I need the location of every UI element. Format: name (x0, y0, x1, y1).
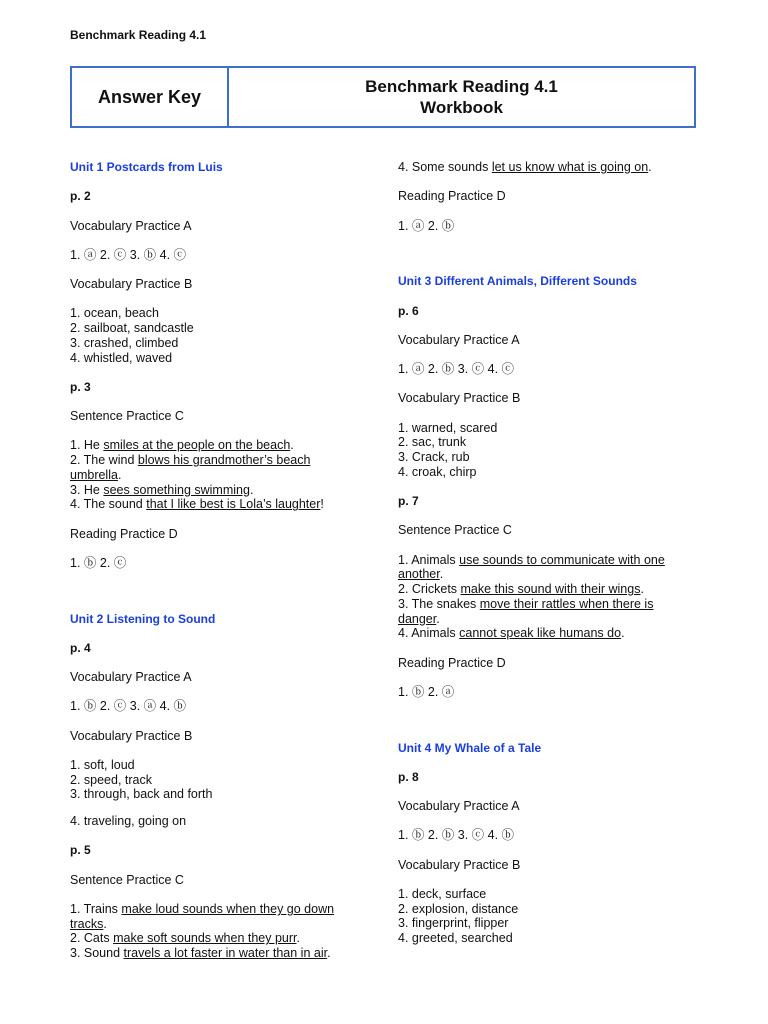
section-label: Reading Practice D (398, 189, 506, 204)
unit1-heading: Unit 1 Postcards from Luis (70, 160, 223, 174)
answer-line: 3. Crack, rub (398, 450, 470, 465)
answer-line: 2. sac, trunk (398, 435, 467, 450)
page-ref-p5: p. 5 (70, 843, 91, 858)
page-ref-p8: p. 8 (398, 769, 419, 784)
answer-line: 1. soft, loud (70, 758, 135, 773)
unit4-heading: Unit 4 My Whale of a Tale (398, 740, 542, 755)
page-ref-p7: p. 7 (398, 494, 419, 509)
section-label: Reading Practice D (70, 526, 178, 541)
answer-line: 4. traveling, going on (70, 814, 187, 829)
answers: 1. ⓐ 2. ⓑ (398, 218, 455, 233)
unit3-heading: Unit 3 Different Animals, Different Sounds (398, 274, 637, 289)
sentence-answer: 3. The snakes move their rattles when there is danger. (398, 596, 654, 626)
sentence-answer: 2. Crickets make this sound with their wings. (398, 582, 644, 597)
answer-line: 1. ocean, beach (70, 306, 159, 321)
running-head: Benchmark Reading 4.1 (70, 28, 207, 42)
sentence-answer: 1. Trains make loud sounds when they go down tracks. (70, 902, 335, 931)
page-ref-p3: p. 3 (70, 379, 91, 394)
section-label: Vocabulary Practice A (398, 799, 520, 814)
section-label: Reading Practice D (398, 655, 506, 670)
section-label: Sentence Practice C (70, 409, 184, 424)
answers: 1. ⓑ 2. ⓐ (398, 684, 455, 699)
answer-line: 2. explosion, distance (398, 901, 519, 916)
section-label: Vocabulary Practice A (70, 218, 192, 233)
workbook-title-line1: Benchmark Reading 4.1 (365, 77, 558, 96)
answer-line: 1. warned, scared (398, 420, 498, 435)
workbook-title (229, 68, 694, 126)
sentence-answer: 4. Animals cannot speak like humans do. (398, 626, 625, 641)
section-label: Vocabulary Practice A (70, 670, 192, 685)
answer-line: 4. croak, chirp (398, 464, 477, 479)
answer-key-label: Answer Key (72, 68, 229, 126)
page-ref-p2: p. 2 (70, 189, 91, 204)
answers: 1. ⓑ 2. ⓑ 3. ⓒ 4. ⓑ (398, 828, 515, 843)
section-label: Vocabulary Practice B (398, 857, 521, 872)
page-ref-p4: p. 4 (70, 640, 91, 655)
answer-line: 3. through, back and forth (70, 787, 213, 802)
answers: 1. ⓐ 2. ⓒ 3. ⓑ 4. ⓒ (70, 247, 187, 262)
answer-line: 4. whistled, waved (70, 350, 173, 365)
answers: 1. ⓐ 2. ⓑ 3. ⓒ 4. ⓒ (398, 362, 515, 377)
answer-line: 3. fingerprint, flipper (398, 916, 509, 931)
left-column (70, 160, 360, 961)
sentence-answer: 4. Some sounds let us know what is going on. (398, 160, 652, 174)
sentence-answer: 4. The sound that I like best is Lola’s laughter! (70, 497, 324, 512)
sentence-answer: 2. Cats make soft sounds when they purr. (70, 931, 300, 946)
sentence-answer: 1. Animals use sounds to communicate with one another. (398, 552, 665, 582)
workbook-title-line2: Workbook (420, 98, 503, 117)
section-label: Vocabulary Practice B (398, 391, 521, 406)
section-label: Sentence Practice C (398, 523, 512, 538)
answers: 1. ⓑ 2. ⓒ 3. ⓐ 4. ⓑ (70, 699, 187, 714)
sentence-answer: 3. He sees something swimming. (70, 482, 254, 497)
answer-line: 1. deck, surface (398, 887, 487, 902)
section-label: Sentence Practice C (70, 872, 184, 887)
unit2-heading: Unit 2 Listening to Sound (70, 611, 216, 626)
section-label: Vocabulary Practice B (70, 728, 193, 743)
answer-line: 3. crashed, climbed (70, 335, 179, 350)
answer-line: 4. greeted, searched (398, 931, 513, 946)
section-label: Vocabulary Practice A (398, 332, 520, 347)
answer-line: 2. sailboat, sandcastle (70, 321, 194, 336)
sentence-answer: 1. He smiles at the people on the beach. (70, 438, 294, 453)
title-box (70, 66, 696, 128)
right-column (398, 160, 698, 946)
sentence-answer: 2. The wind blows his grandmother’s beach umbrella. (70, 453, 311, 482)
answer-line: 2. speed, track (70, 772, 152, 787)
page-ref-p6: p. 6 (398, 303, 419, 318)
answers: 1. ⓑ 2. ⓒ (70, 555, 127, 570)
section-label: Vocabulary Practice B (70, 277, 193, 292)
sentence-answer: 3. Sound travels a lot faster in water than in air. (70, 946, 331, 961)
